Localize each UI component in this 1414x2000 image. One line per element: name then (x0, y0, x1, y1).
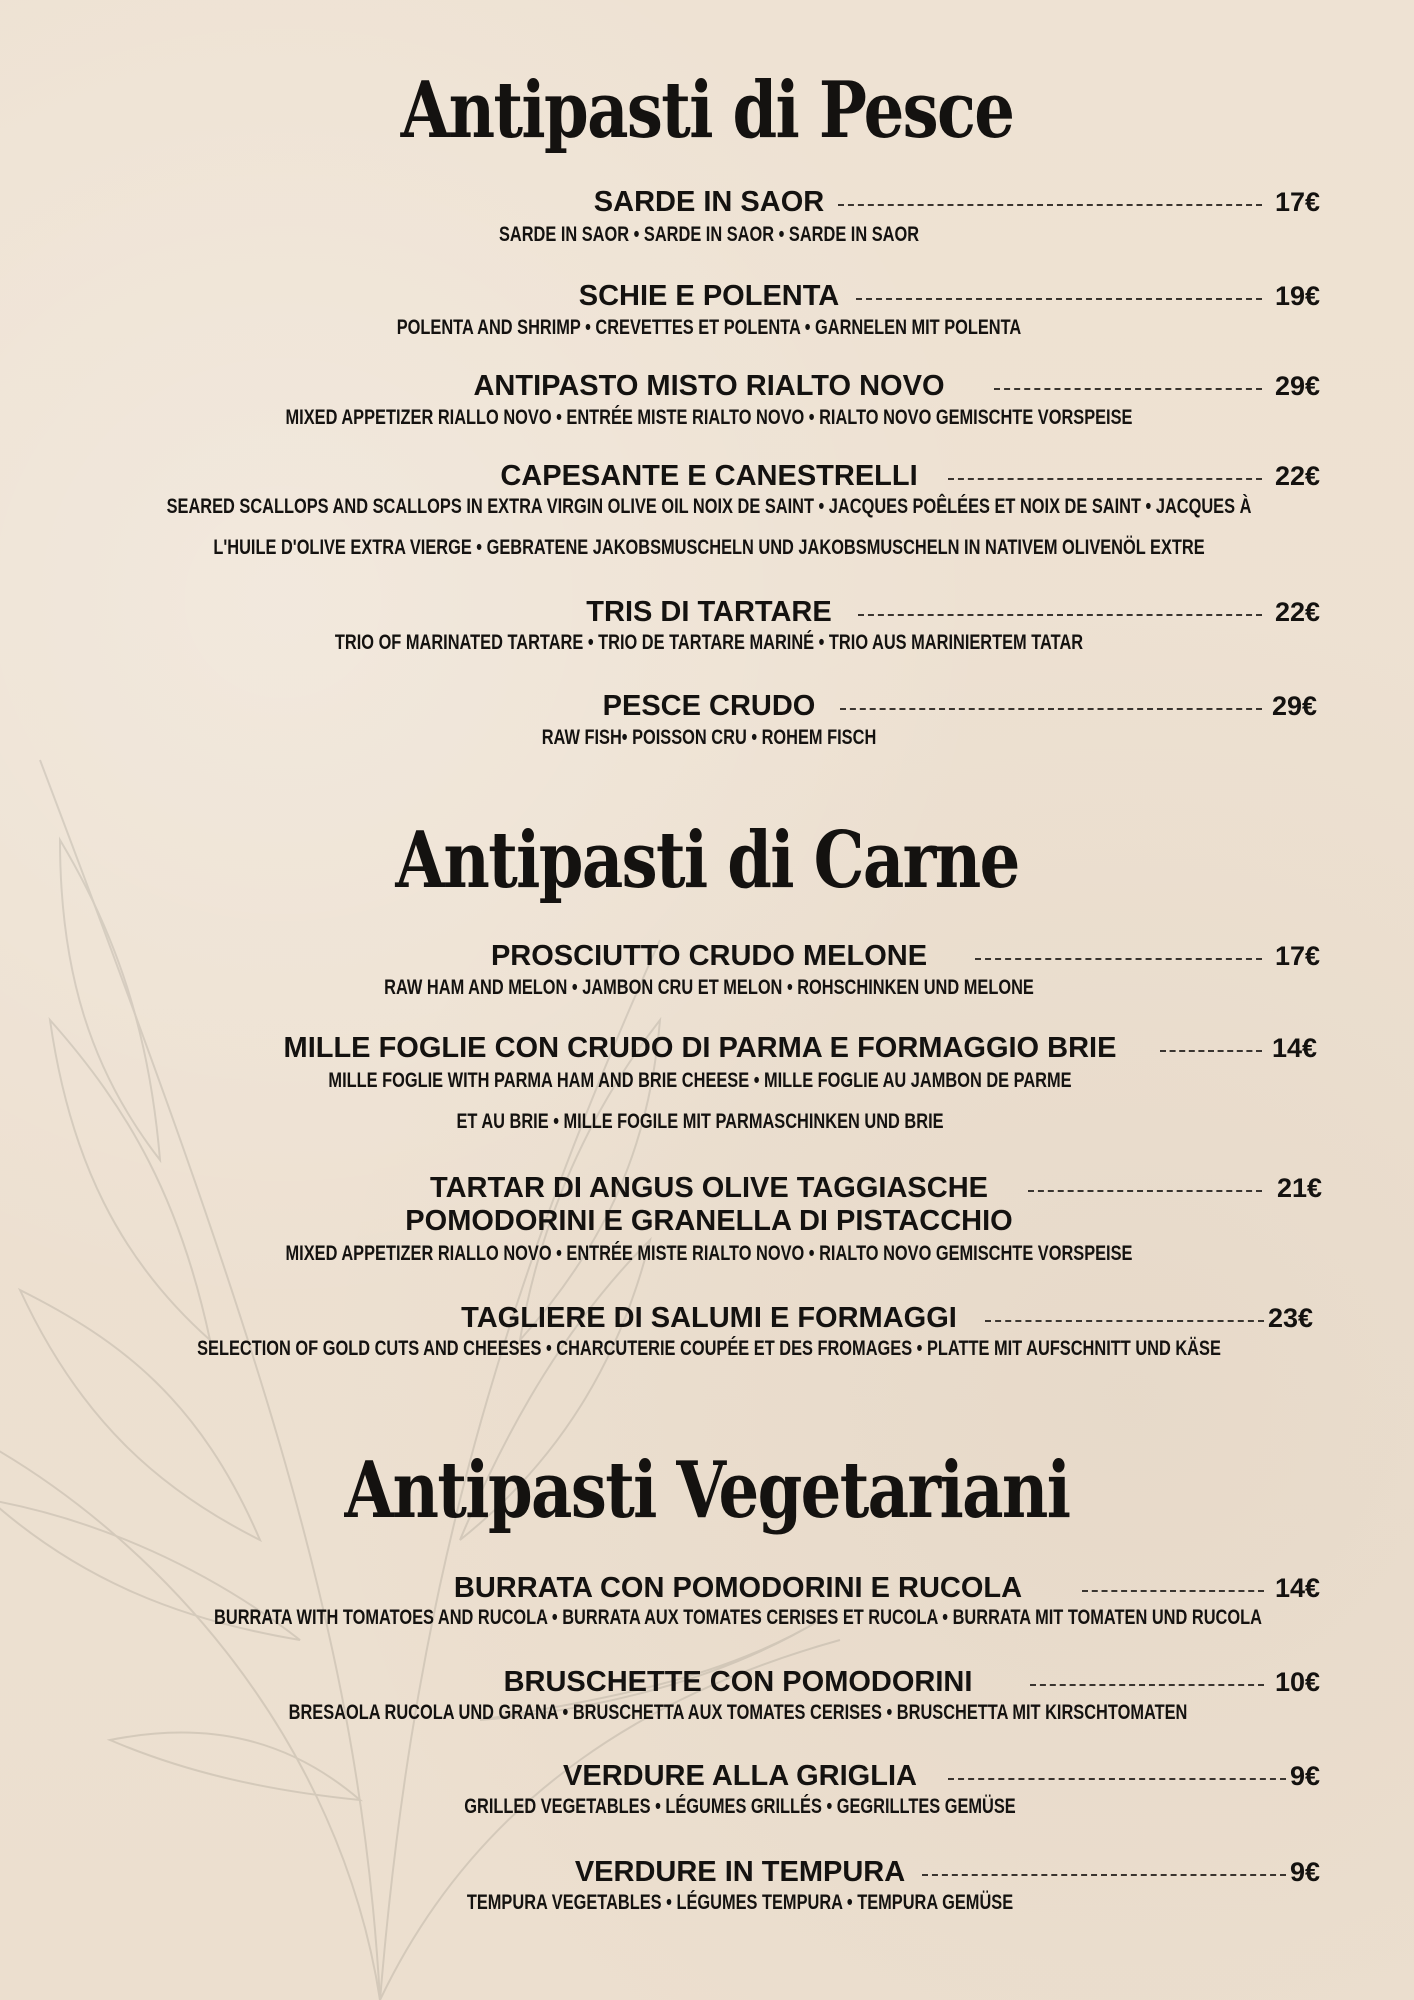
menu-item-description: BRESAOLA RUCOLA UND GRANA • BRUSCHETTA AUX TOMATES CERISES • BRUSCHETTA MIT KIRSCHTOMATEN (288, 1701, 1188, 1724)
menu-item-description: TRIO OF MARINATED TARTARE • TRIO DE TARTARE MARINÉ • TRIO AUS MARINIERTEM TATAR (334, 631, 1084, 654)
menu-item-name: MILLE FOGLIE CON CRUDO DI PARMA E FORMAGGIO BRIE (283, 1032, 1117, 1064)
menu-item-price: 17€ (1275, 941, 1321, 971)
leader-dots (1028, 1190, 1262, 1192)
menu-item-name: TRIS DI TARTARE (586, 596, 832, 628)
section-title: Antipasti Vegetariani (344, 1445, 1070, 1536)
menu-item-description: SEARED SCALLOPS AND SCALLOPS IN EXTRA VIRGIN OLIVE OIL NOIX DE SAINT • JACQUES POÊLÉES ET NOIX DE SAINT • JACQUES À (166, 495, 1252, 518)
menu-item-price: 10€ (1275, 1667, 1321, 1697)
menu-item-price: 14€ (1275, 1573, 1321, 1603)
menu-item-price: 22€ (1275, 597, 1321, 627)
menu-item-name-line2: POMODORINI E GRANELLA DI PISTACCHIO (405, 1205, 1013, 1237)
menu-item-description: RAW FISH• POISSON CRU • ROHEM FISCH (541, 726, 877, 749)
menu-item-price: 29€ (1272, 691, 1318, 721)
menu-item-name: TAGLIERE DI SALUMI E FORMAGGI (461, 1302, 957, 1334)
menu-item-name: SCHIE E POLENTA (578, 280, 840, 312)
menu-item-description: BURRATA WITH TOMATOES AND RUCOLA • BURRATA AUX TOMATES CERISES ET RUCOLA • BURRATA MIT TOMATEN UND RUCOLA (214, 1606, 1262, 1629)
menu-item-description: MIXED APPETIZER RIALLO NOVO • ENTRÉE MISTE RIALTO NOVO • RIALTO NOVO GEMISCHTE VORSPEISE (285, 406, 1133, 429)
menu-item-price: 9€ (1290, 1857, 1321, 1887)
menu-item-price: 19€ (1275, 281, 1321, 311)
menu-item-description: TEMPURA VEGETABLES • LÉGUMES TEMPURA • TEMPURA GEMÜSE (466, 1891, 1014, 1914)
leader-dots (922, 1874, 1286, 1876)
leader-dots (1160, 1050, 1262, 1052)
leader-dots (994, 388, 1262, 390)
leader-dots (948, 478, 1262, 480)
menu-item-description: RAW HAM AND MELON • JAMBON CRU ET MELON • ROHSCHINKEN UND MELONE (384, 976, 1034, 999)
menu-item-name: ANTIPASTO MISTO RIALTO NOVO (473, 370, 945, 402)
menu-item-name: CAPESANTE E CANESTRELLI (500, 460, 918, 492)
menu-item-price: 14€ (1272, 1033, 1318, 1063)
menu-item-description: ET AU BRIE • MILLE FOGILE MIT PARMASCHINKEN UND BRIE (456, 1110, 944, 1133)
menu-item-name: SARDE IN SAOR (593, 186, 825, 218)
menu-item-price: 29€ (1275, 371, 1321, 401)
menu-item-description: MILLE FOGLIE WITH PARMA HAM AND BRIE CHEESE • MILLE FOGLIE AU JAMBON DE PARME (328, 1069, 1072, 1092)
menu-item-price: 21€ (1277, 1173, 1323, 1203)
leader-dots (985, 1320, 1264, 1322)
leader-dots (1030, 1684, 1264, 1686)
menu-item-name: BRUSCHETTE CON POMODORINI (503, 1666, 973, 1698)
leader-dots (856, 298, 1262, 300)
menu-item-name: VERDURE ALLA GRIGLIA (563, 1760, 917, 1792)
menu-item-description: MIXED APPETIZER RIALLO NOVO • ENTRÉE MISTE RIALTO NOVO • RIALTO NOVO GEMISCHTE VORSPEISE (285, 1242, 1133, 1265)
menu-item-name: TARTAR DI ANGUS OLIVE TAGGIASCHE (430, 1172, 988, 1204)
leader-dots (1082, 1590, 1264, 1592)
leader-dots (948, 1778, 1286, 1780)
menu-item-description: L'HUILE D'OLIVE EXTRA VIERGE • GEBRATENE JAKOBSMUSCHELN UND JAKOBSMUSCHELN IN NATIVEM OLIVENÖL EXTRE (213, 536, 1205, 559)
leader-dots (840, 708, 1262, 710)
leader-dots (838, 204, 1262, 206)
leader-dots (858, 614, 1262, 616)
menu-item-name: BURRATA CON POMODORINI E RUCOLA (453, 1572, 1023, 1604)
menu-item-price: 9€ (1290, 1761, 1321, 1791)
menu-item-price: 17€ (1275, 187, 1321, 217)
section-title: Antipasti di Pesce (400, 65, 1014, 156)
menu-item-name: PROSCIUTTO CRUDO MELONE (490, 940, 928, 972)
menu-item-name: PESCE CRUDO (602, 690, 816, 722)
menu-item-name: VERDURE IN TEMPURA (574, 1856, 906, 1888)
menu-item-description: SELECTION OF GOLD CUTS AND CHEESES • CHARCUTERIE COUPÉE ET DES FROMAGES • PLATTE MIT AUFSCHNITT UND KÄSE (197, 1337, 1221, 1360)
section-title: Antipasti di Carne (395, 815, 1019, 906)
menu-item-price: 22€ (1275, 461, 1321, 491)
menu-item-description: GRILLED VEGETABLES • LÉGUMES GRILLÉS • GEGRILLTES GEMÜSE (464, 1795, 1016, 1818)
menu-item-price: 23€ (1268, 1303, 1314, 1333)
menu-item-description: POLENTA AND SHRIMP • CREVETTES ET POLENTA • GARNELEN MIT POLENTA (396, 316, 1022, 339)
menu-item-description: SARDE IN SAOR • SARDE IN SAOR • SARDE IN SAOR (498, 223, 920, 246)
leader-dots (975, 958, 1262, 960)
